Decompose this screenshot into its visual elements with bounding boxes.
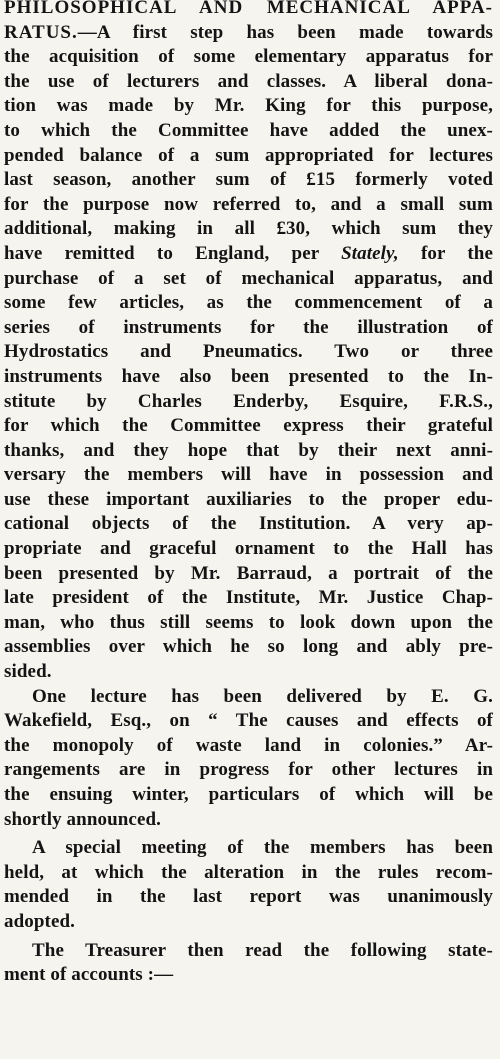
text-line: held, at which the alteration in the rules recom- bbox=[4, 861, 493, 883]
text-line: propriate and graceful ornament to the Hall has bbox=[4, 538, 493, 560]
paragraph-treasurer bbox=[4, 939, 493, 988]
text-line: the acquisition of some elementary apparatus for bbox=[4, 46, 493, 68]
paragraph-special-meeting bbox=[4, 836, 493, 934]
text-line: shortly announced. bbox=[4, 808, 162, 830]
text-line: the use of lecturers and classes. A liberal dona- bbox=[4, 70, 493, 92]
text-line: instruments have also been presented to the In- bbox=[4, 365, 493, 387]
text-line: for which the Committee express their grateful bbox=[4, 415, 493, 437]
text-line: man, who thus still seems to look down upon the bbox=[4, 611, 493, 633]
text-line: for the purpose now referred to, and a small sum bbox=[4, 193, 493, 215]
text-line: adopted. bbox=[4, 910, 76, 932]
text-line: late president of the Institute, Mr. Justice Chap- bbox=[4, 587, 493, 609]
text-line: last season, another sum of £15 formerly voted bbox=[4, 169, 493, 191]
text-line: Hydrostatics and Pneumatics. Two or three bbox=[4, 341, 493, 363]
text-line: versary the members will have in possession and bbox=[4, 464, 493, 486]
text-line: cational objects of the Institution. A very ap- bbox=[4, 513, 493, 535]
text-line: mended in the last report was unanimously bbox=[4, 886, 493, 908]
section-heading-end: RATUS. bbox=[4, 21, 78, 43]
text-line: pended balance of a sum appropriated for lectures bbox=[4, 144, 493, 166]
text-line: assemblies over which he so long and ably pre- bbox=[4, 636, 493, 658]
text-line: sided. bbox=[4, 661, 52, 683]
paragraph-apparatus bbox=[4, 0, 493, 685]
text-line: ment of accounts :— bbox=[4, 964, 174, 986]
text-line: The Treasurer then read the following state- bbox=[32, 939, 493, 961]
text-line: rangements are in progress for other lectures in bbox=[4, 759, 493, 781]
section-heading: PHILOSOPHICAL AND MECHANICAL APPA- bbox=[4, 0, 493, 18]
paragraph-lecture bbox=[4, 685, 493, 833]
text-line: the monopoly of waste land in colonies.” Ar- bbox=[4, 734, 493, 756]
text-line: additional, making in all £30, which sum they bbox=[4, 218, 493, 240]
text-line bbox=[4, 0, 493, 21]
text-line: RATUS.—A first step has been made towards bbox=[4, 21, 493, 43]
text-line: A special meeting of the members has been bbox=[32, 837, 493, 859]
text-line: One lecture has been delivered by E. G. bbox=[32, 685, 493, 707]
text-line: Wakefield, Esq., on “ The causes and effects of bbox=[4, 710, 493, 732]
ship-name: Stately, bbox=[341, 242, 399, 264]
text-line: use these important auxiliaries to the proper edu- bbox=[4, 488, 493, 510]
text-line: thanks, and they hope that by their next anni- bbox=[4, 439, 493, 461]
text-line: been presented by Mr. Barraud, a portrait of the bbox=[4, 562, 493, 584]
text-line: stitute by Charles Enderby, Esquire, F.R.S., bbox=[4, 390, 493, 412]
text-line: tion was made by Mr. King for this purpose, bbox=[4, 95, 493, 117]
text-line: series of instruments for the illustration of bbox=[4, 316, 493, 338]
text-line: the ensuing winter, particulars of which will be bbox=[4, 784, 493, 805]
text-line: to which the Committee have added the unex- bbox=[4, 119, 493, 141]
text-line: purchase of a set of mechanical apparatus, and bbox=[4, 267, 493, 289]
text-line: have remitted to England, per Stately, for the bbox=[4, 242, 493, 264]
text-line: some few articles, as the commencement of a bbox=[4, 292, 493, 314]
